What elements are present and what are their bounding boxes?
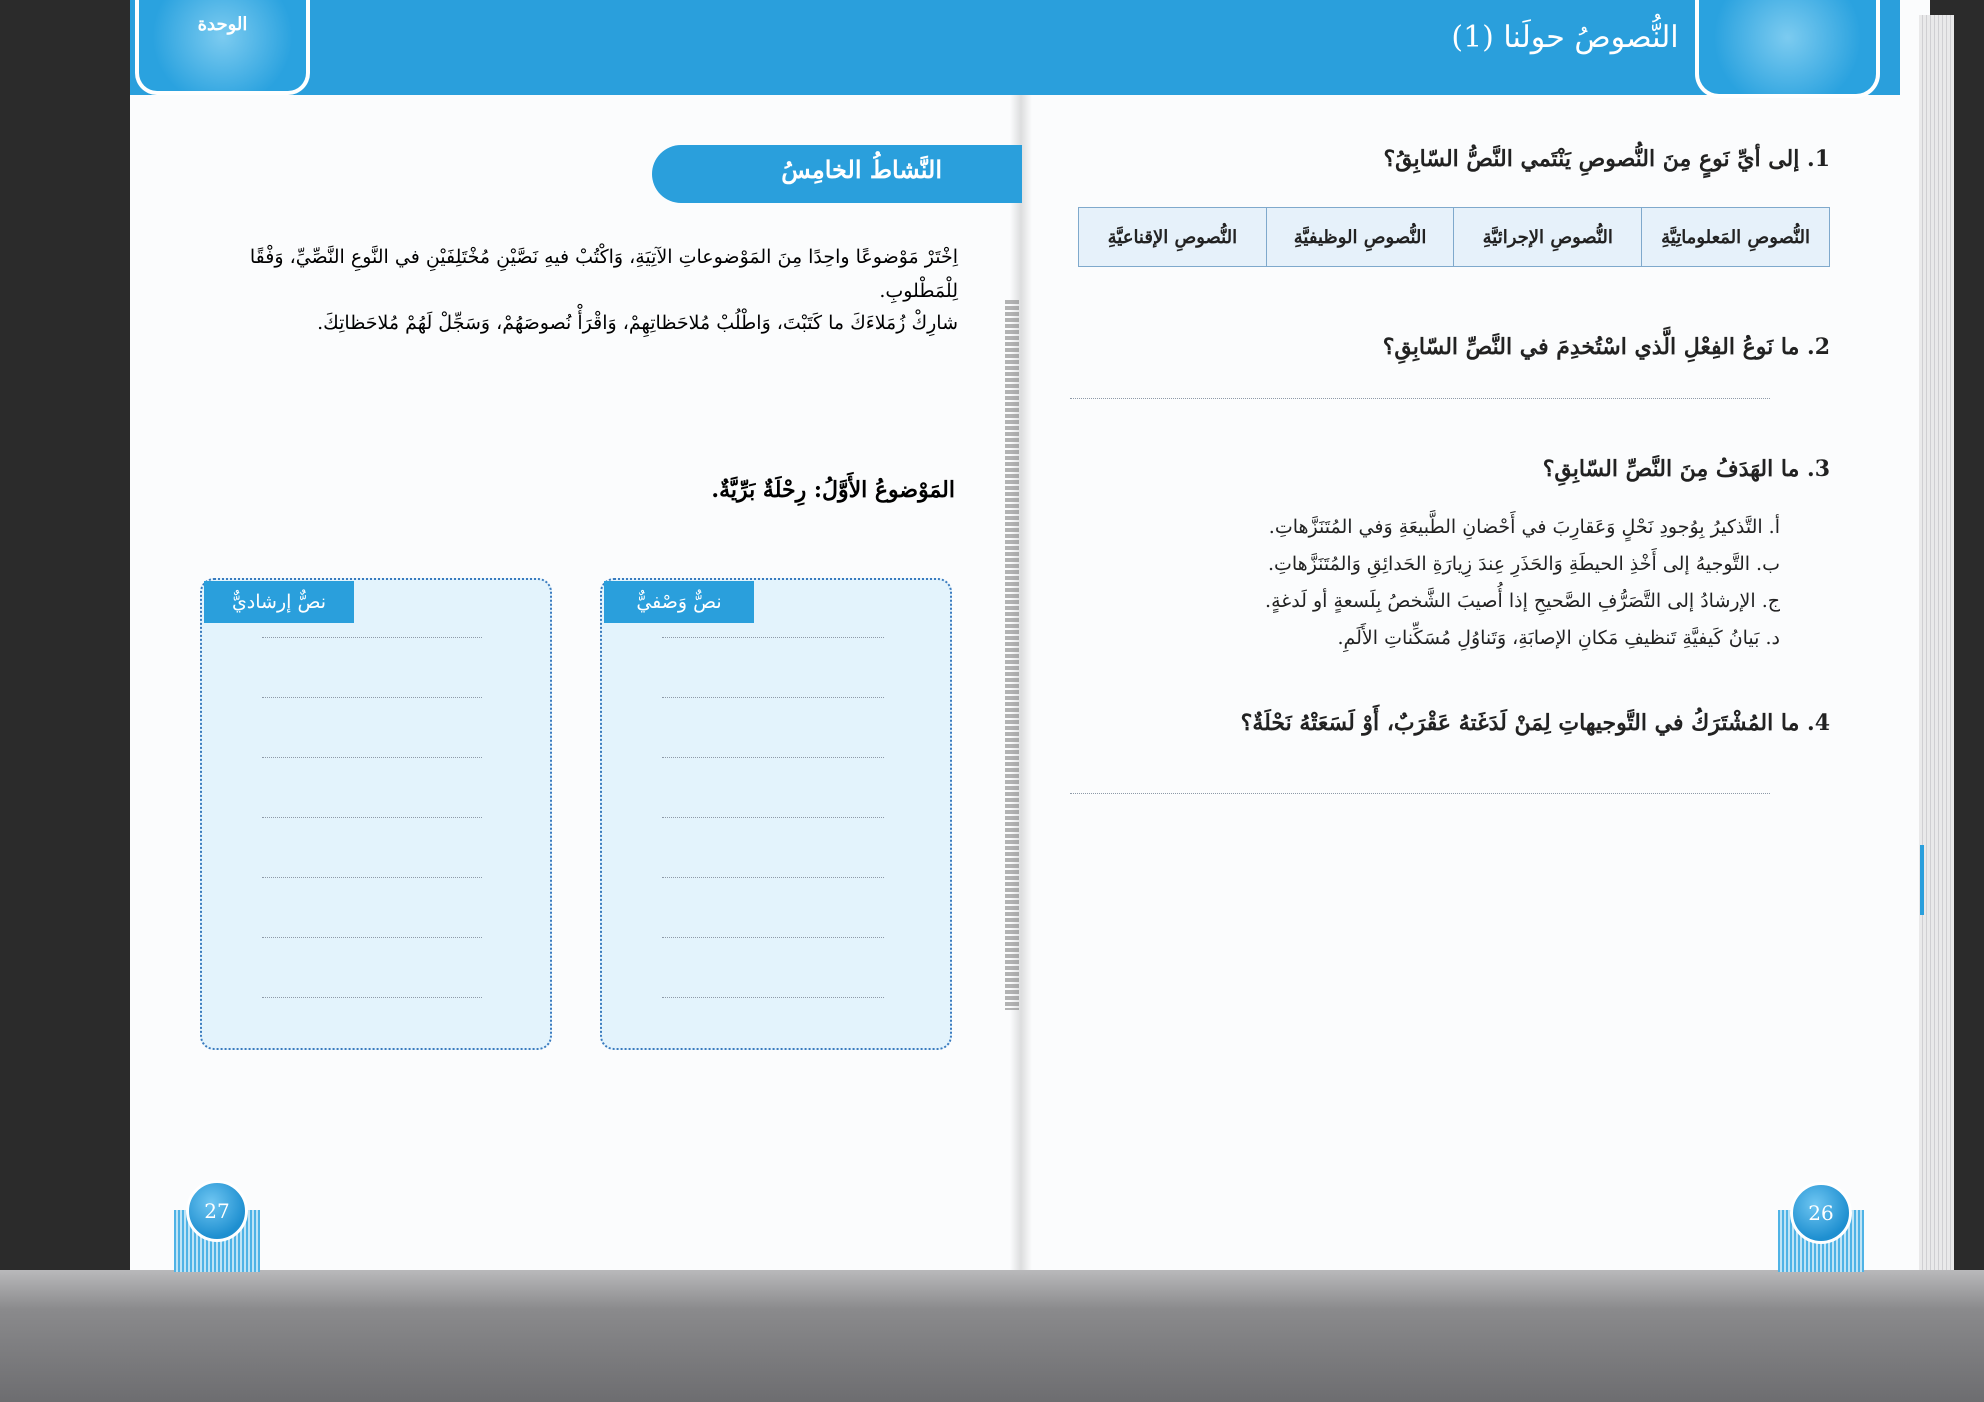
guidance-text-label: نصٌّ إرشاديٌّ [204, 581, 354, 623]
descriptive-text-label: نصٌّ وَصْفيٌّ [604, 581, 754, 623]
question-3: 3. ما الهَدَفُ مِنَ النَّصِّ السّابِقِ؟ [1542, 456, 1830, 482]
unit-tab-label: الوحدة [197, 14, 248, 35]
text-type-cell[interactable]: النُّصوصِ الإجرائيَّةِ [1454, 208, 1642, 267]
question-1: 1. إلى أيِّ نَوعٍ مِنَ النُّصوصِ يَنْتَمي النَّصُّ السّابِقُ؟ [1383, 146, 1830, 172]
writing-line[interactable] [262, 757, 482, 758]
page-title: النُّصوصُ حولَنا (1) [1451, 20, 1679, 55]
writing-line[interactable] [262, 937, 482, 938]
activity-title: النَّشاطُ الخامِسُ [781, 155, 942, 184]
writing-line[interactable] [262, 817, 482, 818]
question-2: 2. ما نَوعُ الفِعْلِ الَّذي اسْتُخدِمَ في النَّصِّ السّابِقِ؟ [1382, 334, 1830, 360]
text-types-table [1078, 207, 1830, 267]
instruction-text-1: اِخْتَرْ مَوْضوعًا واحِدًا مِنَ المَوْضوعاتِ الآتِيَةِ، وَاكْتُبْ فيهِ نَصَّيْنِ مُخْتَلِفَيْنِ في النَّوعِ النَّصِّيِّ، وَفْقًا لِلْمَطْلوبِ. [249, 246, 958, 302]
writing-line[interactable] [662, 757, 884, 758]
option-d[interactable]: د. بَيانُ كَيفيَّةِ تَنظيفِ مَكانِ الإصابَةِ، وَتَناوُلِ مُسَكِّناتِ الأَلَمِ. [1337, 627, 1780, 649]
writing-line[interactable] [262, 997, 482, 998]
activity-heading [652, 145, 1022, 203]
page-number: 27 [186, 1180, 248, 1242]
page-number: 26 [1790, 1182, 1852, 1244]
page-edges [1919, 15, 1954, 1270]
unit-tab [135, 0, 310, 95]
writing-line[interactable] [262, 697, 482, 698]
chapter-tab [1695, 0, 1880, 98]
edge-marker [1920, 845, 1924, 915]
text-type-cell[interactable]: النُّصوصِ الوظيفيَّةِ [1266, 208, 1454, 267]
writing-line[interactable] [662, 637, 884, 638]
answer-line-2[interactable] [1070, 398, 1770, 399]
topic-heading: المَوْضوعُ الأَوَّلُ: رِحْلَةٌ بَرِّيَّةٌ. [711, 477, 955, 503]
writing-line[interactable] [262, 877, 482, 878]
writing-line[interactable] [662, 817, 884, 818]
guidance-text-box[interactable] [200, 578, 552, 1050]
writing-line[interactable] [662, 937, 884, 938]
writing-line[interactable] [662, 697, 884, 698]
copyright-vertical-text [1005, 300, 1019, 1010]
instruction-text-2: شارِكْ زُمَلاءَكَ ما كَتَبْتَ، وَاطْلُبْ مُلاحَظاتِهِمْ، وَاقْرَأْ نُصوصَهُمْ، وَسَجِّلْ لَهُمْ مُلاحَظاتِكَ. [317, 312, 958, 334]
text-type-cell[interactable]: النُّصوصِ الإقناعيَّةِ [1079, 208, 1267, 267]
option-a[interactable]: أ. التَّذكيرُ بِوُجودِ نَحْلٍ وَعَقارِبَ في أَحْضانِ الطَّبيعَةِ وَفي المُتَنَزَّهاتِ. [1268, 516, 1780, 538]
answer-line-4[interactable] [1070, 793, 1770, 794]
question-4: 4. ما المُشْتَرَكُ في التَّوجيهاتِ لِمَنْ لَدَغَتهُ عَقْرَبٌ، أَوْ لَسَعَتْهُ نَحْلَةٌ؟ [1240, 710, 1830, 736]
option-b[interactable]: ب. التَّوجيهُ إلى أَخْذِ الحيطَةِ وَالحَذَرِ عِندَ زِيارَةِ الحَدائِقِ وَالمُتَنَزَّهاتِ. [1267, 553, 1780, 575]
text-type-cell[interactable]: النُّصوصِ المَعلوماتِيَّةِ [1642, 208, 1830, 267]
descriptive-text-box[interactable] [600, 578, 952, 1050]
writing-line[interactable] [662, 877, 884, 878]
option-c[interactable]: ج. الإرشادُ إلى التَّصَرُّفِ الصَّحيحِ إذا أُصيبَ الشَّخصُ بِلَسعةٍ أو لَدغةٍ. [1265, 590, 1780, 612]
writing-line[interactable] [662, 997, 884, 998]
writing-line[interactable] [262, 637, 482, 638]
scan-bottom-shadow [0, 1270, 1984, 1402]
